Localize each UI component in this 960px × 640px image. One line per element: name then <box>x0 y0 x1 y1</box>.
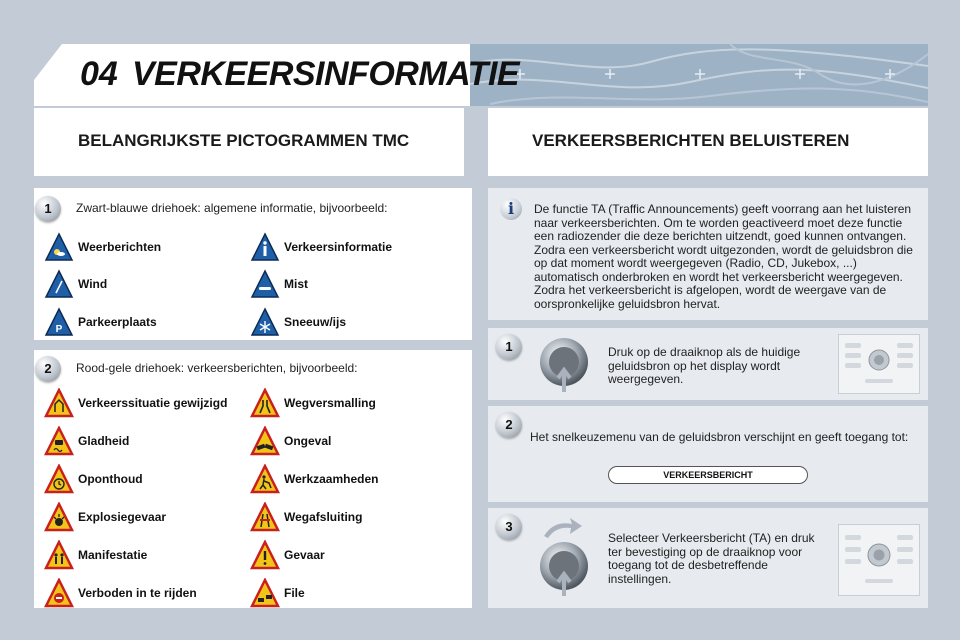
left-section-heading-box <box>34 108 464 176</box>
pictogram-item <box>250 388 440 418</box>
red-intro: Rood-gele driehoek: verkeersberichten, bijvoorbeeld: <box>76 361 358 375</box>
chapter-number: 04 <box>80 55 118 93</box>
pictogram-item <box>44 426 234 456</box>
slippery-road-icon <box>44 426 74 456</box>
step-badge: 1 <box>35 196 61 222</box>
pictogram-label: Sneeuw/ijs <box>284 315 347 329</box>
radio-unit-image <box>838 334 920 394</box>
menu-item-verkeersbericht[interactable]: VERKEERSBERICHT <box>608 466 808 484</box>
delay-icon <box>44 464 74 494</box>
pictogram-label: Gladheid <box>78 434 130 448</box>
pictogram-item <box>44 307 234 337</box>
svg-text:P: P <box>55 324 63 335</box>
step-badge: 3 <box>496 514 522 540</box>
pictogram-item <box>250 578 440 608</box>
traffic-change-icon <box>44 388 74 418</box>
sun-cloud-icon <box>44 232 74 262</box>
pictogram-item <box>250 540 440 570</box>
wind-icon <box>44 269 74 299</box>
step-1-text: Druk op de draaiknop als de huidige geluidsbron op het display wordt weergegeven. <box>608 345 801 386</box>
pictogram-label: Werkzaamheden <box>284 472 379 486</box>
chapter-title: VERKEERSINFORMATIE <box>132 55 520 93</box>
no-entry-icon <box>44 578 74 608</box>
pictogram-item <box>250 426 440 456</box>
pictogram-label: Ongeval <box>284 434 332 448</box>
pictogram-item <box>44 502 234 532</box>
pictogram-item <box>44 578 234 608</box>
accident-icon <box>250 426 280 456</box>
pictogram-label: Gevaar <box>284 548 325 562</box>
fog-icon <box>250 269 280 299</box>
pictogram-label: Verkeersinformatie <box>284 240 393 254</box>
road-narrows-icon <box>250 388 280 418</box>
left-section-heading: BELANGRIJKSTE PICTOGRAMMEN TMC <box>78 131 410 150</box>
pictogram-label: Verkeerssituatie gewijzigd <box>78 396 228 410</box>
radio-unit-image <box>838 524 920 596</box>
danger-icon <box>250 540 280 570</box>
step-2-panel <box>488 406 928 502</box>
step-2-text: Het snelkeuzemenu van de geluidsbron verschijnt en geeft toegang tot: <box>530 430 909 444</box>
step-badge: 1 <box>496 334 522 360</box>
pictogram-item <box>250 232 440 262</box>
pictogram-label: File <box>284 586 305 600</box>
pictogram-label: Oponthoud <box>78 472 143 486</box>
map-banner <box>470 44 928 106</box>
pictogram-label: Verboden in te rijden <box>78 586 197 600</box>
pictogram-label: Wegafsluiting <box>284 510 363 524</box>
roadworks-icon <box>250 464 280 494</box>
demonstration-icon <box>44 540 74 570</box>
step-badge: 2 <box>496 412 522 438</box>
right-section-heading-box <box>488 108 928 176</box>
info-icon <box>250 232 280 262</box>
pictogram-item <box>44 464 234 494</box>
pictogram-item <box>44 269 234 299</box>
right-section-heading: VERKEERSBERICHTEN BELUISTEREN <box>532 131 850 150</box>
info-icon: i <box>500 198 522 220</box>
pictogram-label: Manifestatie <box>78 548 148 562</box>
pictogram-item <box>44 232 234 262</box>
pictogram-item <box>250 269 440 299</box>
traffic-jam-icon <box>250 578 280 608</box>
pictogram-label: Weerberichten <box>78 240 162 254</box>
pictogram-item <box>250 464 440 494</box>
blue-intro: Zwart-blauwe driehoek: algemene informatie, bijvoorbeeld: <box>76 201 388 215</box>
pictogram-label: Parkeerplaats <box>78 315 157 329</box>
pictogram-item <box>250 502 440 532</box>
snowflake-icon <box>250 307 280 337</box>
rotary-knob-icon <box>538 336 592 394</box>
pictogram-item <box>250 307 440 337</box>
pictogram-item <box>44 540 234 570</box>
road-closed-icon <box>250 502 280 532</box>
explosion-icon <box>44 502 74 532</box>
step-3-text: Selecteer Verkeersbericht (TA) en druk ter bevestiging op de draaiknop voor toegang tot de desbetreffende instellingen. <box>608 531 815 586</box>
pictogram-label: Explosiegevaar <box>78 510 167 524</box>
pictogram-label: Wegversmalling <box>284 396 376 410</box>
pictogram-item <box>44 388 234 418</box>
step-badge: 2 <box>35 356 61 382</box>
pictogram-label: Mist <box>284 277 308 291</box>
rotary-knob-turn-icon <box>536 514 596 598</box>
info-text: De functie TA (Traffic Announcements) geeft voorrang aan het luisteren naar verkeersberichten. Om te worden geactiveerd moet deze functie een radiozender die deze berichten uitzendt, goed kunnen ontvangen. Zodra een verkeersbericht wordt uitgezonden, wordt de geluidsbron die op dat moment wordt weergegeven (Radio, CD, Jukebox, ...) automatisch onderbroken en wordt het verkeersbericht weergegeven. Zodra het verkeersbericht is afgelopen, wordt de weergave van de oorspronkelijke geluidsbron hervat. <box>534 202 913 311</box>
parking-icon <box>44 307 74 337</box>
pictogram-label: Wind <box>78 277 108 291</box>
